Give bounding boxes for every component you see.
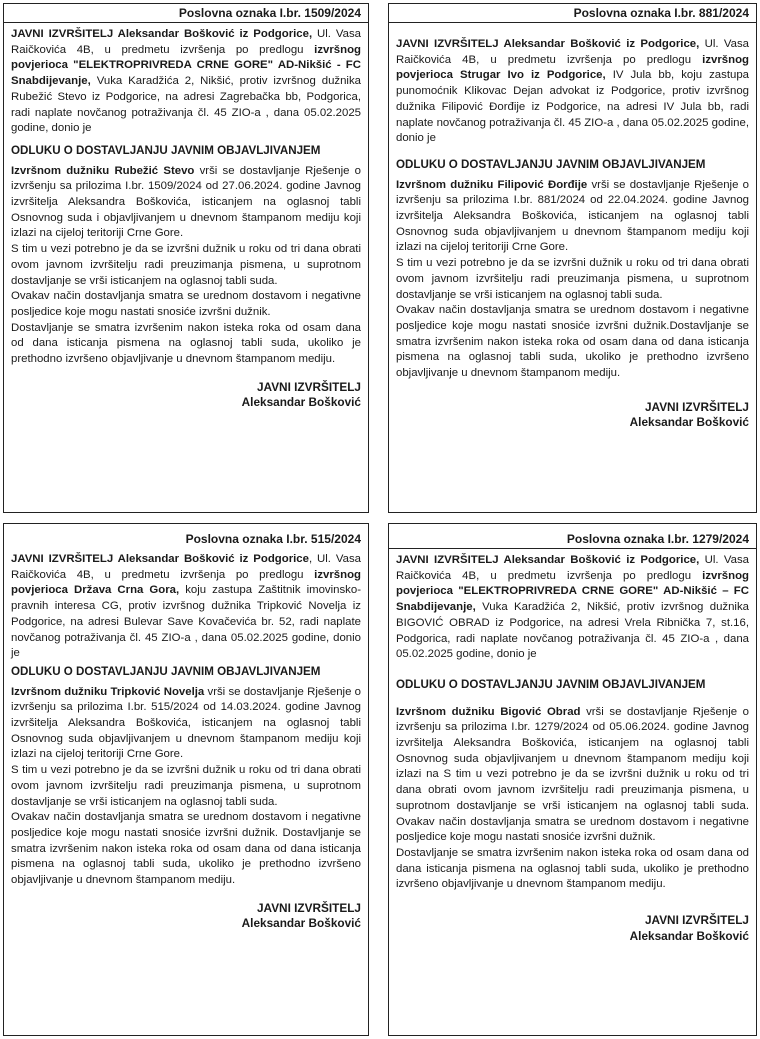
signature-block [396, 913, 749, 944]
signature-title: JAVNI IZVRŠITELJ [644, 399, 749, 414]
decision-title: ODLUKU O DOSTAVLJANJU JAVNIM OBJAVLJIVANJEM [11, 143, 321, 157]
decision-paragraph [11, 164, 361, 243]
intro-paragraph [11, 27, 361, 137]
decision-text: vrši se dostavljanje Rješenje o izvršenju sa prilozima I.br. 881/2024 od 22.04.2024. godine Javnog izvršitelja Aleksandra Boškovića, isticanjem na oglasnoj tabli Osnovnog suda objavljivanjem u dnevnom štampanom mediju koji izlazi na cijeloj teritoriji Crne Gore. [396, 178, 750, 254]
enforcer-address: Ul. Vasa Raičkovića 4B, u predmetu izvršenja po predlogu [11, 28, 361, 56]
creditor-name: izvršnog povjerioca Strugar Ivo iz Podgorice, [396, 53, 749, 82]
signature-name: Aleksandar Bošković [241, 916, 361, 931]
reference-number: Poslovna oznaka I.br. 1509/2024 [4, 4, 368, 23]
enforcer-name: JAVNI IZVRŠITELJ Aleksandar Bošković iz Podgorice, [396, 38, 700, 50]
signature-title: JAVNI IZVRŠITELJ [256, 900, 361, 915]
decision-paragraph [396, 705, 749, 846]
body-paragraph: Dostavljanje se smatra izvršenim nakon isteka roka od osam dana od dana isticanja pismena na oglasnoj tabli suda, ukoliko je prethodno izvršeno objavljivanje u dnevnom štampanom mediju. [11, 321, 361, 366]
case-details: IV Jula bb, koju zastupa punomoćnik Klikovac Dejan advokat iz Podgorice, protiv izvršnog dužnika Filipović Đorđije iz Podgorice, na adresi IV Jula bb, radi naplate novčanog potraživanja čl. 45 ZIO-a , dana 05.02.2025 godine, donio je [396, 69, 749, 145]
decision-title: ODLUKU O DOSTAVLJANJU JAVNIM OBJAVLJIVANJEM [11, 664, 321, 678]
enforcer-address: Ul. Vasa Raičkovića 4B, u predmetu izvršenja po predlogu [396, 554, 749, 582]
signature-block [396, 400, 749, 431]
reference-number: Poslovna oznaka I.br. 1279/2024 [389, 524, 756, 549]
signature-title: JAVNI IZVRŠITELJ [256, 379, 361, 394]
enforcer-address: , Ul. Vasa Raičkovića 4B, u predmetu izvršenja po predlogu [11, 553, 361, 581]
case-details: Vuka Karadžića 2, Nikšić, protiv izvršnog dužnika Rubežić Stevo iz Podgorice, na adresi Zagrebačka bb, Podgorica, radi naplate novčanog potraživanja čl. 45 ZIO-a , dana 05.02.2025 godine, donio je [11, 75, 361, 135]
body-paragraph: Ovakav način dostavljanja smatra se urednom dostavom i negativne posljedice koje mogu nastati snosiće izvršni dužnik. [11, 290, 361, 318]
notice-515 [3, 523, 369, 1036]
decision-text: vrši se dostavljanje Rješenje o izvršenju sa prilozima I.br. 1279/2024 od 05.06.2024. godine Javnog izvršitelja Aleksandra Boškovića, isticanjem na oglasnoj tabli Osnovnog suda objavljivanjem u dnevnom štampanom mediju koji izlazi na S tim u vezi potrebno je da se izvršni dužnik u roku od tri dana obrati ovom javnom izvršitelju radi preuzimanja pismena, u suprotnom dostavljanje se vrši isticanjem na oglasnoj tabli suda. Ovakav način dostavljanja smatra se urednom dostavom i negativne posljedice koje mogu nastati snosiće izvršni dužnik. [396, 705, 749, 844]
intro-paragraph [396, 37, 749, 147]
body-paragraph: S tim u vezi potrebno je da se izvršni dužnik u roku od tri dana obrati ovom javnom izvršitelju radi preuzimanja pismena, u suprotnom dostavljanje se vrši isticanjem na oglasnoj tabli suda. [11, 764, 361, 808]
body-paragraph: Ovakav način dostavljanja smatra se urednom dostavom i negativne posljedice koje mogu nastati snosiće izvršni dužnik. Dostavljanje se smatra izvršenim nakon isteka roka od osam dana od dana isticanja pismena na oglasnoj tabli suda, ukoliko je prethodno izvršeno objavljivanje u dnevnom štampanom mediju. [11, 811, 361, 887]
enforcer-name: JAVNI IZVRŠITELJ Aleksandar Bošković iz Podgorice [11, 553, 309, 565]
decision-text: vrši se dostavljanje Rješenje o izvršenju sa prilozima I.br. 1509/2024 od 27.06.2024. godine Javnog izvršitelja Aleksandra Boškovića, isticanjem na oglasnoj tabli Osnovnog suda i objavljivanjem u dnevnom štampanom mediju koji izlazi na cijeloj teritoriji Crne Gore. [11, 164, 362, 240]
notice-881 [388, 3, 757, 513]
debtor-name: Izvršnom dužniku Tripković Novelja [11, 685, 205, 698]
notice-1279 [388, 523, 757, 1036]
enforcer-name: JAVNI IZVRŠITELJ Aleksandar Bošković iz Podgorice, [396, 554, 700, 566]
notice-1509 [3, 3, 369, 513]
body-paragraph: S tim u vezi potrebno je da se izvršni dužnik u roku od tri dana obrati ovom javnom izvršitelju radi preuzimanja pismena, u suprotnom dostavljanje se vrši isticanjem na oglasnoj tabli suda. [396, 257, 749, 301]
decision-text: vrši se dostavljanje Rješenje o izvršenju sa prilozima I.br. 515/2024 od 14.03.2024. godine Javnog izvršitelja Aleksandra Boškovića, isticanjem na oglasnoj tabli Osnovnog suda objavljivanjem u dnevnom štampanom mediju koji izlazi na cijeloj teritoriji Crne Gore. [11, 685, 361, 761]
reference-number: Poslovna oznaka I.br. 881/2024 [389, 4, 756, 23]
decision-title: ODLUKU O DOSTAVLJANJU JAVNIM OBJAVLJIVANJEM [396, 677, 706, 691]
signature-block [11, 901, 361, 932]
enforcer-name: JAVNI IZVRŠITELJ Aleksandar Bošković iz Podgorice, [11, 28, 313, 40]
creditor-name: izvršnog povjerioca Država Crna Gora, [11, 568, 361, 597]
case-details: koju zastupa Zaštitnik imovinsko-pravnih interesa CG, protiv izvršnog dužnika Tripković Novelja iz Podgorice, na adresi Bulevar Save Kovačevića br. 52, radi naplate novčanog potraživanja čl. 45 ZIO-a , dana 05.02.2025 godine, donio je [11, 584, 362, 660]
reference-number: Poslovna oznaka I.br. 515/2024 [185, 532, 361, 546]
body-paragraph: S tim u vezi potrebno je da se izvršni dužnik u roku od tri dana obrati ovom javnom izvršitelju radi preuzimanja pismena, u suprotnom dostavljanje se vrši isticanjem na oglasnoj tabli suda. [11, 243, 361, 287]
enforcer-address: Ul. Vasa Raičkovića 4B, u predmetu izvršenja po predlogu [396, 38, 749, 66]
debtor-name: Izvršnom dužniku Bigović Obrad [396, 705, 581, 718]
signature-name: Aleksandar Bošković [241, 395, 361, 410]
intro-paragraph [396, 553, 749, 663]
signature-block [11, 380, 361, 411]
body-paragraph: Dostavljanje se smatra izvršenim nakon isteka roka od osam dana od dana isticanja pismena na oglasnoj tabli suda, ukoliko je prethodno izvršeno objavljivanje u dnevnom štampanom mediju. [396, 846, 749, 891]
intro-paragraph [11, 552, 361, 662]
creditor-name: izvršnog povjerioca "ELEKTROPRIVREDA CRNE GORE" AD-Nikšić – FC Snabdijevanje, [396, 569, 749, 614]
creditor-name: izvršnog povjerioca "ELEKTROPRIVREDA CRNE GORE" AD-Nikšić - FC Snabdijevanje, [11, 43, 361, 88]
signature-name: Aleksandar Bošković [629, 415, 749, 430]
debtor-name: Izvršnom dužniku Rubežić Stevo [11, 164, 195, 177]
signature-name: Aleksandar Bošković [629, 928, 749, 943]
case-details: Vuka Karadžića 2, Nikšić, protiv izvršnog dužnika BIGOVIĆ OBRAD iz Podgorice, na adresi Vrela Ribnička 7, st.16, Podgorica, radi naplate novčanog potraživanja čl. 45 ZIO-a , dana 05.02.2025 godine, donio je [396, 601, 749, 661]
decision-paragraph [11, 685, 361, 764]
decision-title: ODLUKU O DOSTAVLJANJU JAVNIM OBJAVLJIVANJEM [396, 157, 706, 171]
signature-title: JAVNI IZVRŠITELJ [644, 913, 749, 928]
body-paragraph: Ovakav način dostavljanja smatra se urednom dostavom i negativne posljedice koje mogu nastati snosiće izvršni dužnik.Dostavljanje se smatra izvršenim nakon isteka roka od osam dana od dana isticanja pismena na oglasnoj tabli suda, ukoliko je prethodno izvršeno objavljivanje u dnevnom štampanom mediju. [396, 304, 749, 380]
decision-paragraph [396, 178, 749, 257]
debtor-name: Izvršnom dužniku Filipović Đorđije [396, 178, 588, 191]
